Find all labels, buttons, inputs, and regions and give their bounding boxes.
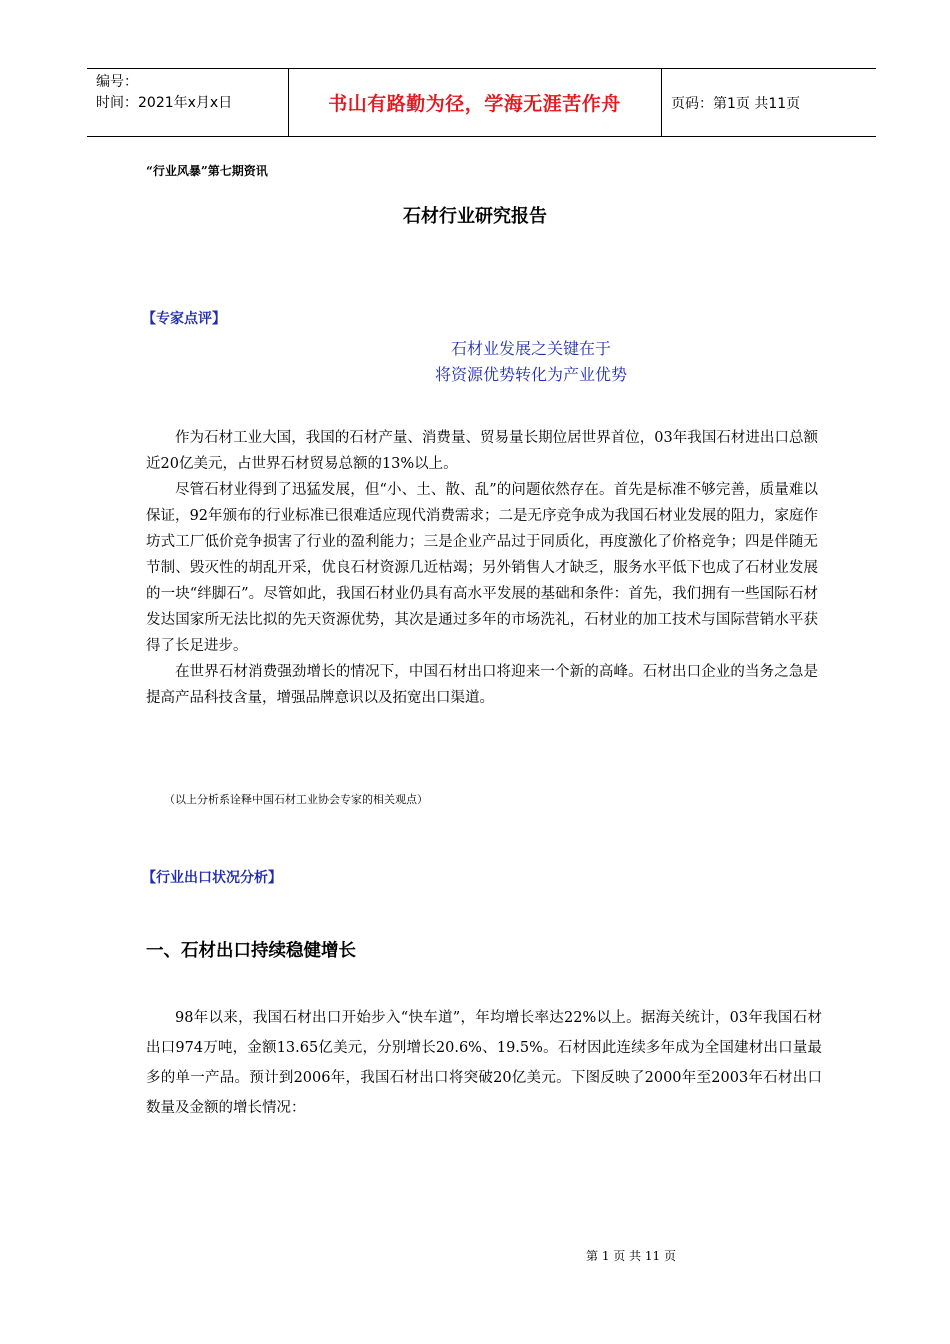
- document-header: [87, 68, 876, 137]
- subtitle-line-1: 石材业发展之关键在于: [450, 339, 611, 358]
- header-meta: [96, 72, 232, 114]
- expert-paragraph-2: 尽管石材业得到了迅猛发展，但“小、土、散、乱”的问题依然存在。首先是标准不够完善，质量难以保证，92年颁布的行业标准已很难适应现代消费需求；二是无序竞争成为我国石材业发展的阻力，家庭作坊式工厂低价竞争损害了行业的盈利能力；三是企业产品过于同质化，再度激化了价格竞争；四是伴随无节制、毁灭性的胡乱开采，优良石材资源几近枯竭；另外销售人才缺乏，服务水平低下也成了石材业发展的一块“绊脚石”。尽管如此，我国石材业仍具有高水平发展的基础和条件：首先，我们拥有一些国际石材发达国家所无法比拟的先天资源优势，其次是通过多年的市场洗礼，石材业的加工技术与国际营销水平获得了长足进步。: [146, 482, 818, 654]
- issue-line: “行业风暴”第七期资讯: [146, 164, 268, 178]
- expert-paragraph-1: 作为石材工业大国，我国的石材产量、消费量、贸易量长期位居世界首位，03年我国石材进出口总额近20亿美元，占世界石材贸易总额的13%以上。: [146, 430, 818, 472]
- subtitle-line-2: 将资源优势转化为产业优势: [434, 365, 627, 384]
- export-paragraph: [146, 1003, 822, 1123]
- document-title: 石材行业研究报告: [403, 206, 547, 227]
- header-page-label: 页码：第1页 共11页: [671, 95, 801, 112]
- expert-paragraph-3: 在世界石材消费强劲增长的情况下，中国石材出口将迎来一个新的高峰。石材出口企业的当务之急是提高产品科技含量，增强品牌意识以及拓宽出口渠道。: [146, 664, 818, 706]
- expert-paragraphs: [146, 425, 818, 711]
- export-paragraph-text: 98年以来，我国石材出口开始步入“快车道”，年均增长率达22%以上。据海关统计，03年我国石材出口974万吨，金额13.65亿美元，分别增长20.6%、19.5%。石材因此连续多年成为全国建材出口量最多的单一产品。预计到2006年，我国石材出口将突破20亿美元。下图反映了2000年至2003年石材出口数量及金额的增长情况：: [146, 1010, 822, 1116]
- page-footer: 第 1 页 共 11 页: [586, 1249, 676, 1263]
- number-label: 编号：: [96, 74, 138, 90]
- time-label: 时间：2021年x月x日: [96, 95, 233, 111]
- section-heading-1: 一、石材出口持续稳健增长: [146, 941, 356, 961]
- source-note: （以上分析系诠释中国石材工业协会专家的相关观点）: [164, 793, 428, 806]
- header-motto: 书山有路勤为径，学海无涯苦作舟: [328, 93, 621, 115]
- export-section-heading: 【行业出口状况分析】: [142, 870, 282, 886]
- expert-section-heading: 【专家点评】: [142, 311, 226, 327]
- expert-subtitle: [0, 336, 950, 388]
